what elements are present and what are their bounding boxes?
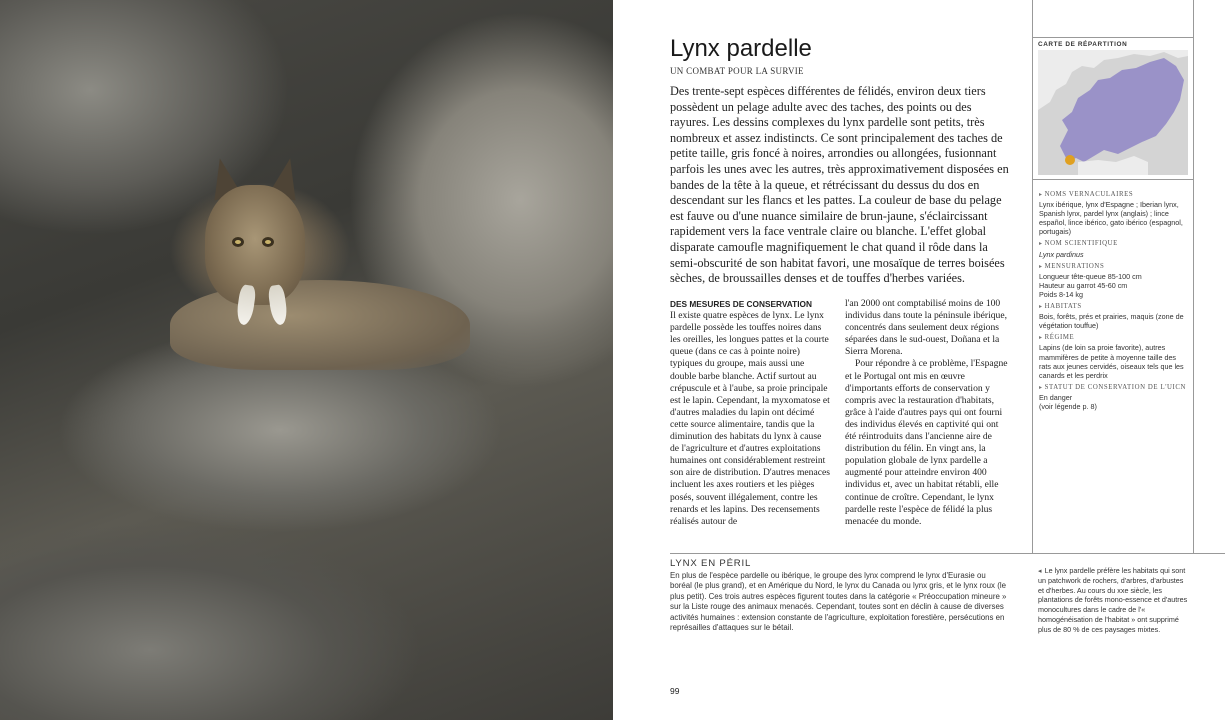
fact-item: [1039, 190, 1189, 236]
fact-item: [1039, 239, 1189, 258]
conservation-heading: DES MESURES DE CONSERVATION: [670, 299, 812, 309]
fact-value: Longueur tête-queue 85-100 cm Hauteur au garrot 45-60 cm Poids 8-14 kg: [1039, 271, 1142, 299]
photo-caption: [1038, 566, 1188, 635]
lynx-eye-left: [232, 237, 244, 247]
triangle-bullet-icon: ▸: [1039, 384, 1043, 391]
fact-item: [1039, 383, 1189, 411]
lynx-body: [170, 280, 470, 370]
triangle-bullet-icon: ▸: [1039, 192, 1043, 198]
page-subtitle: UN COMBAT POUR LA SURVIE: [670, 66, 804, 76]
fact-value: Bois, forêts, prés et prairies, maquis (zone de végétation touffue): [1039, 312, 1184, 331]
fact-item: [1039, 302, 1189, 330]
intro-paragraph: Des trente-sept espèces différentes de félidés, environ deux tiers possèdent un pelage adulte avec des taches, des points ou des rayures. Les dessins complexes du lynx pardelle sont petits, très nombreux et assez indistincts. Ce sont principalement des taches de petite taille, gris foncé à noires, arrondies ou allongées, fusionnant parfois les unes avec les autres, très approximativement disposées en bandes de la tête à la queue, et rétrécissant du dessus du dos en descendant sur les flancs et les pattes. La couleur de base du pelage est fauve ou d'une nuance similaire de brun-jaune, s'éclaircissant rapidement vers la face ventrale claire ou blanche. L'effet global disparate camoufle magnifiquement le chat quand il rôde dans la semi-obscurité de son habitat favori, une mosaïque de terres boisées sèches, de broussailles denses et de touffes d'herbes variées.: [670, 84, 1009, 286]
conservation-column-2: [845, 298, 1010, 528]
fact-value: En danger (voir légende p. 8): [1039, 392, 1097, 411]
map-iberia-highlight: [1065, 155, 1075, 165]
page-title: Lynx pardelle: [670, 35, 812, 62]
panel-title: LYNX EN PÉRIL: [670, 558, 752, 569]
panel-text: En plus de l'espèce pardelle ou ibérique, le groupe des lynx comprend le lynx d'Eurasie ou boréal (le plus grand), et en Amérique du Nord, le lynx du Canada ou lynx gris, et le lynx roux (le plus petit). Ces trois autres espèces figurent toutes dans la catégorie « Préoccupation mineure » sur la Liste rouge des animaux menacés. Cependant, toutes sont en déclin à cause de diverses activités humaines : extension constante de l'agriculture, exploitation forestière, persécutions en représailles d'attaques sur le bétail.: [670, 571, 1007, 633]
fact-item: [1039, 262, 1189, 299]
fact-value: Lynx ibérique, lynx d'Espagne ; Iberian lynx, Spanish lynx, pardel lynx (anglais) ; lince español, lince ibérico, gato ibérico (espagnol, portugais): [1039, 200, 1183, 237]
fact-title: HABITATS: [1044, 303, 1082, 311]
facts-list: [1039, 190, 1189, 414]
facts-divider: [1032, 179, 1193, 180]
fact-title: RÉGIME: [1044, 334, 1075, 342]
fact-title: MENSURATIONS: [1044, 262, 1105, 270]
sidebar-divider: [1032, 0, 1033, 553]
triangle-bullet-icon: ▸: [1039, 263, 1043, 270]
triangle-bullet-icon: ▸: [1039, 335, 1043, 342]
fact-title: NOMS VERNACULAIRES: [1044, 191, 1134, 198]
map-title: CARTE DE RÉPARTITION: [1032, 37, 1193, 48]
fact-value: Lynx pardinus: [1039, 249, 1084, 259]
left-arrow-icon: ◂: [1038, 566, 1042, 575]
fact-title: STATUT DE CONSERVATION DE L'UICN: [1044, 383, 1187, 391]
fact-title: NOM SCIENTIFIQUE: [1044, 240, 1118, 248]
sidebar-divider-right: [1193, 0, 1194, 553]
fact-item: [1039, 333, 1189, 379]
conservation-column-1: [670, 298, 830, 528]
lynx-eye-right: [262, 237, 274, 247]
triangle-bullet-icon: ▸: [1039, 304, 1043, 311]
page-number: 99: [670, 686, 680, 696]
lynx-head: [205, 185, 305, 305]
distribution-map: [1038, 50, 1188, 175]
conservation-text-1: Il existe quatre espèces de lynx. Le lynx pardelle possède les touffes noires dans les oreilles, les longues pattes et la courte queue (dans ce cas à pointe noire) typiques du groupe, mais aussi une double barbe blanche. Actif surtout au crépuscule et à l'aube, sa proie principale est le lapin. Cependant, la myxomatose et d'autres maladies du lapin ont décimé cette source alimentaire, tandis que la diminution des habitats du lynx à cause de l'agriculture et d'autres exploitations humaines ont considérablement restreint son aire de distribution. D'autres menaces incluent les axes routiers et les pièges posés, souvent illégalement, contre les renards et les lapins. Des recensements réalisés autour de: [670, 310, 830, 527]
triangle-bullet-icon: ▸: [1039, 241, 1043, 248]
caption-text: Le lynx pardelle préfère les habitats qui sont un patchwork de rochers, d'arbres, d'arbustes et d'herbes. Au cours du xxe siècle, les plantations de forêts mono-essence et d'autres monocultures dans le cadre de l'« homogénéisation de l'habitat » ont supprimé plus de 80 % de ces paysages mixtes.: [1038, 566, 1188, 634]
bottom-divider: [670, 553, 1225, 554]
conservation-text-2b: Pour répondre à ce problème, l'Espagne et le Portugal ont mis en œuvre d'importants efforts de conservation y compris avec la restauration d'habitats, grâce à l'aide d'autres pays qui ont fourni des individus élevés en captivité qui ont été réintroduits dans l'ancienne aire de distribution du félin. En vingt ans, la population globale de lynx pardelle a augmenté pour atteindre environ 400 individus et, avec un habitat rétabli, elle continue de croître. Cependant, le lynx pardelle reste l'espèce de félidé la plus menacée du monde.: [845, 358, 1008, 527]
conservation-text-2a: l'an 2000 ont comptabilisé moins de 100 individus dans toute la péninsule ibérique, concentrés dans seulement deux régions séparées dans le sud-ouest, Doñana et la Sierra Morena.: [845, 298, 1007, 358]
fact-value: Lapins (de loin sa proie favorite), autres mammifères de petite à moyenne taille des rats aux jeunes cervidés, oiseaux tels que les canards et les perdrix: [1039, 343, 1184, 380]
